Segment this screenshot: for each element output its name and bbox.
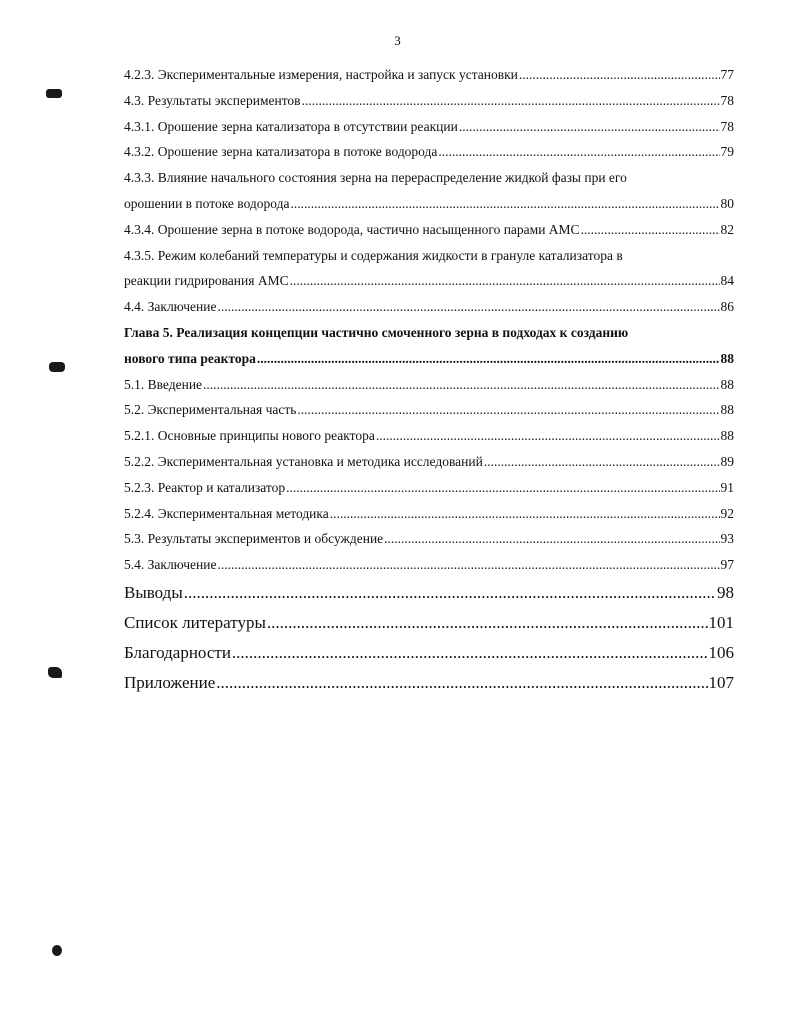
toc-entry-title: Приложение <box>124 672 216 692</box>
toc-entry-title-line1: 4.3.5. Режим колебаний температуры и содержания жидкости в грануле катализатора в <box>124 247 623 263</box>
table-of-contents <box>124 62 734 698</box>
toc-entry-5-2-4[interactable] <box>124 501 734 527</box>
toc-entry-title: 5.2.3. Реактор и катализатор <box>124 479 286 495</box>
toc-entry-4-2-3[interactable] <box>124 62 734 88</box>
toc-entry-page: 77 <box>720 67 734 82</box>
toc-entry-4-3-5[interactable] <box>124 268 734 294</box>
toc-entry-page: 106 <box>708 642 734 662</box>
toc-entry-page: 98 <box>717 582 734 602</box>
toc-entry-page: 79 <box>720 144 734 160</box>
toc-entry-page: 93 <box>720 531 734 547</box>
toc-entry-page: 101 <box>708 612 734 632</box>
toc-entry-page: 86 <box>720 299 734 315</box>
toc-entry-title: 5.2. Экспериментальная часть <box>124 402 297 418</box>
toc-entry-5-2-3[interactable] <box>124 475 734 501</box>
toc-entry-4-3-1[interactable] <box>124 114 734 140</box>
toc-entry-5-2[interactable] <box>124 397 734 423</box>
toc-entry-4-3-4[interactable] <box>124 217 734 243</box>
toc-entry-title: 5.4. Заключение <box>124 557 217 573</box>
toc-entry-title: 4.4. Заключение <box>124 299 217 315</box>
toc-entry-page: 88 <box>720 376 734 392</box>
toc-entry-page: 78 <box>720 92 734 108</box>
toc-entry-title: 4.3.4. Орошение зерна в потоке водорода, частично насыщенного парами АМС <box>124 221 580 237</box>
toc-entry-title: 5.2.4. Экспериментальная методика <box>124 505 329 521</box>
toc-entry-page: 88 <box>720 428 734 444</box>
toc-entry-title: 5.2.1. Основные принципы нового реактора <box>124 428 375 444</box>
margin-mark <box>52 945 62 956</box>
toc-entry-title: 5.3. Результаты экспериментов и обсуждение <box>124 531 384 547</box>
toc-entry-page: 78 <box>720 118 734 134</box>
toc-entry-title-line1: 4.3.3. Влияние начального состояния зерна на перераспределение жидкой фазы при его <box>124 170 627 186</box>
toc-entry-title: орошении в потоке водорода <box>124 195 290 211</box>
toc-entry-chapter-5-line1[interactable] <box>124 320 734 346</box>
toc-entry-4-3[interactable] <box>124 88 734 114</box>
toc-entry-title: 4.3.1. Орошение зерна катализатора в отсутствии реакции <box>124 118 458 134</box>
toc-entry-title: 5.2.2. Экспериментальная установка и методика исследований <box>124 453 483 469</box>
toc-entry-appendix[interactable] <box>124 668 734 698</box>
toc-entry-page: 84 <box>720 273 734 289</box>
toc-entry-page: 91 <box>720 479 734 495</box>
toc-entry-title-line1: Глава 5. Реализация концепции частично смоченного зерна в подходах к созданию <box>124 324 629 340</box>
toc-entry-chapter-5[interactable] <box>124 346 734 372</box>
toc-entry-references[interactable] <box>124 608 734 638</box>
toc-entry-4-3-5-line1[interactable] <box>124 243 734 269</box>
toc-entry-4-3-3-line1[interactable] <box>124 165 734 191</box>
toc-entry-5-4[interactable] <box>124 552 734 578</box>
toc-entry-page: 92 <box>720 505 734 521</box>
toc-entry-title: реакции гидрирования АМС <box>124 273 289 289</box>
toc-entry-4-4[interactable] <box>124 294 734 320</box>
toc-entry-title: Выводы <box>124 582 183 602</box>
toc-entry-title: нового типа реактора <box>124 350 256 366</box>
toc-entry-5-3[interactable] <box>124 526 734 552</box>
toc-entry-title: 4.3. Результаты экспериментов <box>124 92 301 108</box>
toc-entry-page: 82 <box>720 221 734 237</box>
toc-entry-5-2-1[interactable] <box>124 423 734 449</box>
toc-entry-title: 4.2.3. Экспериментальные измерения, настройка и запуск установки <box>124 67 518 82</box>
toc-entry-page: 97 <box>720 557 734 573</box>
toc-entry-page: 88 <box>720 402 734 418</box>
margin-mark <box>49 362 65 372</box>
toc-entry-title: Благодарности <box>124 642 231 662</box>
toc-entry-page: 89 <box>720 453 734 469</box>
toc-entry-conclusions[interactable] <box>124 578 734 608</box>
toc-entry-page: 80 <box>720 195 734 211</box>
toc-entry-acknowledgements[interactable] <box>124 638 734 668</box>
margin-mark <box>48 667 62 678</box>
toc-entry-4-3-2[interactable] <box>124 139 734 165</box>
toc-entry-5-1[interactable] <box>124 372 734 398</box>
toc-entry-title: 4.3.2. Орошение зерна катализатора в потоке водорода <box>124 144 438 160</box>
toc-entry-title: 5.1. Введение <box>124 376 203 392</box>
page-number: 3 <box>394 33 401 48</box>
margin-mark <box>46 89 62 98</box>
toc-entry-4-3-3[interactable] <box>124 191 734 217</box>
toc-entry-page: 107 <box>708 672 734 692</box>
toc-entry-5-2-2[interactable] <box>124 449 734 475</box>
toc-entry-page: 88 <box>720 350 734 366</box>
toc-entry-title: Список литературы <box>124 612 266 632</box>
